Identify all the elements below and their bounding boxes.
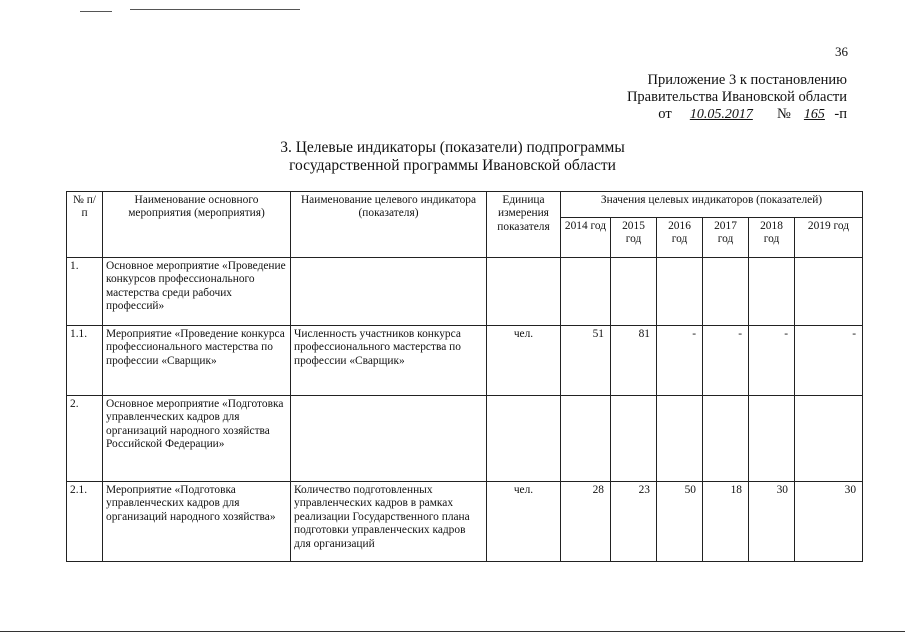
header-year: 2018 год [749, 218, 795, 258]
row-value: 30 [795, 482, 863, 562]
row-value: 50 [657, 482, 703, 562]
row-indicator [291, 258, 487, 326]
row-value [795, 396, 863, 482]
handwritten-date: 10.05.2017 [689, 107, 753, 122]
table-row [67, 396, 863, 482]
row-value: 51 [561, 326, 611, 396]
appendix-block [627, 72, 847, 123]
row-unit [487, 396, 561, 482]
header-indicator: Наименование целевого индикатора (показателя) [291, 192, 487, 258]
number-label: № [776, 106, 791, 122]
row-value [657, 258, 703, 326]
title-line-2: государственной программы Ивановской области [289, 157, 616, 174]
row-value: - [703, 326, 749, 396]
row-value [749, 396, 795, 482]
row-value: - [749, 326, 795, 396]
table-row [67, 326, 863, 396]
row-value [749, 258, 795, 326]
row-value: 81 [611, 326, 657, 396]
row-value: 30 [749, 482, 795, 562]
row-value [795, 258, 863, 326]
appendix-date-line [627, 106, 847, 123]
scan-artifact-line [130, 9, 300, 10]
header-year: 2014 год [561, 218, 611, 258]
scan-bottom-edge [0, 631, 905, 632]
header-year: 2015 год [611, 218, 657, 258]
header-year: 2019 год [795, 218, 863, 258]
table-row [67, 482, 863, 562]
row-event: Основное мероприятие «Подготовка управленческих кадров для организаций народного хозяйства Российской Федерации» [103, 396, 291, 482]
row-value [611, 258, 657, 326]
header-year: 2016 год [657, 218, 703, 258]
row-unit: чел. [487, 482, 561, 562]
row-event: Основное мероприятие «Проведение конкурсов профессионального мастерства среди рабочих профессий» [103, 258, 291, 326]
header-event: Наименование основного мероприятия (мероприятия) [103, 192, 291, 258]
row-indicator: Численность участников конкурса профессионального мастерства по профессии «Сварщик» [291, 326, 487, 396]
table-row [67, 258, 863, 326]
row-value [561, 258, 611, 326]
row-indicator [291, 396, 487, 482]
row-value: 28 [561, 482, 611, 562]
scan-artifact-line [80, 11, 112, 12]
number-suffix: -п [834, 106, 847, 122]
row-num: 1. [67, 258, 103, 326]
row-value: - [657, 326, 703, 396]
row-num: 2.1. [67, 482, 103, 562]
row-value: 18 [703, 482, 749, 562]
header-year: 2017 год [703, 218, 749, 258]
from-label: от [658, 106, 672, 122]
row-value [703, 396, 749, 482]
row-value: - [795, 326, 863, 396]
appendix-line-1: Приложение 3 к постановлению [647, 72, 847, 88]
page-number: 36 [835, 44, 848, 59]
title-line-1: 3. Целевые индикаторы (показатели) подпрограммы [280, 139, 625, 156]
row-value [703, 258, 749, 326]
row-unit: чел. [487, 326, 561, 396]
row-value [561, 396, 611, 482]
row-unit [487, 258, 561, 326]
header-unit: Единица измерения показателя [487, 192, 561, 258]
row-event: Мероприятие «Проведение конкурса профессионального мастерства по профессии «Сварщик» [103, 326, 291, 396]
indicators-table [66, 191, 863, 562]
handwritten-number: 165 [803, 107, 825, 122]
row-num: 1.1. [67, 326, 103, 396]
appendix-line-2: Правительства Ивановской области [626, 89, 847, 105]
document-title [0, 139, 905, 175]
header-num: № п/п [67, 192, 103, 258]
header-values: Значения целевых индикаторов (показателей) [561, 192, 863, 218]
row-num: 2. [67, 396, 103, 482]
row-value [611, 396, 657, 482]
row-indicator: Количество подготовленных управленческих кадров в рамках реализации Государственного плана подготовки управленческих кадров для организаций [291, 482, 487, 562]
row-value [657, 396, 703, 482]
row-event: Мероприятие «Подготовка управленческих кадров для организаций народного хозяйства» [103, 482, 291, 562]
row-value: 23 [611, 482, 657, 562]
